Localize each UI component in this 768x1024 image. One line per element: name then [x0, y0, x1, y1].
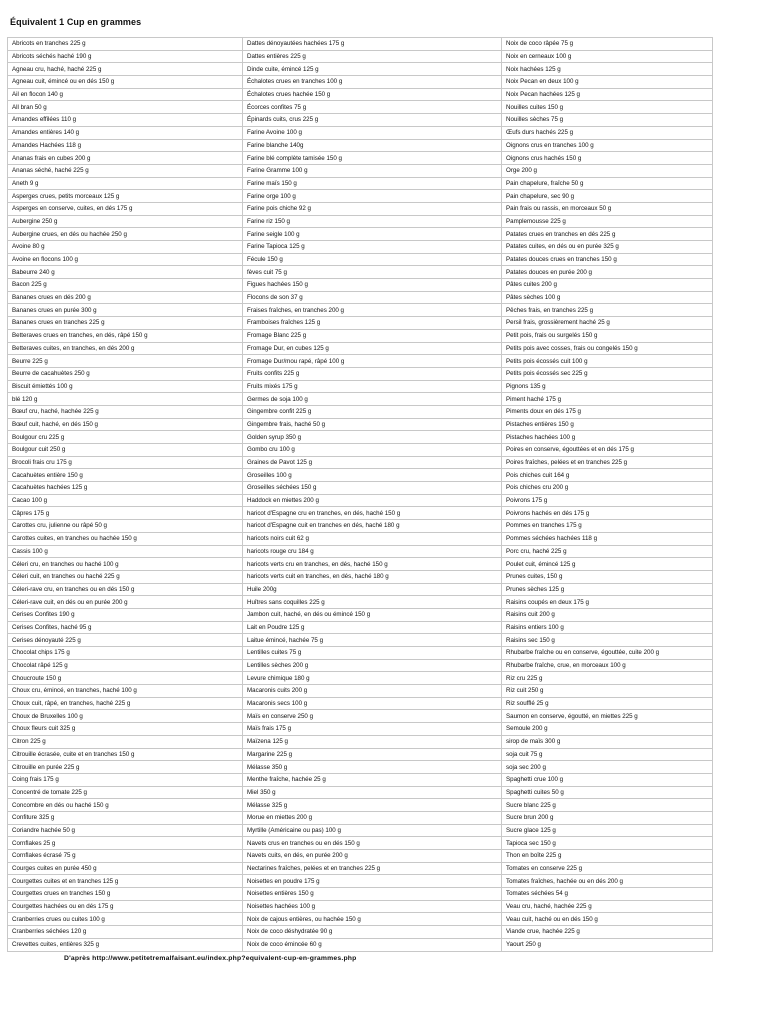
table-row [8, 291, 713, 304]
table-cell: All bran 50 g [8, 101, 243, 114]
table-cell: Cerises Confites, haché 95 g [8, 621, 243, 634]
table-cell: Poivrons 175 g [502, 494, 713, 507]
table-cell: Poivrons hachés en dés 175 g [502, 507, 713, 520]
table-cell: Bananes crues en purée 300 g [8, 304, 243, 317]
table-cell: Agneau cuit, émincé ou en dés 150 g [8, 76, 243, 89]
table-cell: sirop de maïs 300 g [502, 735, 713, 748]
table-cell: Pêches frais, en tranches 225 g [502, 304, 713, 317]
table-cell: Levure chimique 180 g [243, 672, 502, 685]
table-row [8, 317, 713, 330]
table-row [8, 507, 713, 520]
table-cell: Chocolat râpé 125 g [8, 659, 243, 672]
table-cell: Oignons crus en tranches 100 g [502, 139, 713, 152]
table-cell: Crevettes cuites, entières 325 g [8, 938, 243, 951]
table-row [8, 888, 713, 901]
table-row [8, 596, 713, 609]
table-cell: Noix de cajous entières, ou hachée 150 g [243, 913, 502, 926]
table-cell: Thon en boîte 225 g [502, 850, 713, 863]
table-row [8, 367, 713, 380]
table-row [8, 761, 713, 774]
table-cell: Noix de coco déshydratée 90 g [243, 926, 502, 939]
table-cell: Écorces confites 75 g [243, 101, 502, 114]
table-cell: Carottes cuites, en tranches ou hachée 150 g [8, 532, 243, 545]
table-cell: haricots noirs cuit 62 g [243, 532, 502, 545]
table-cell: Épinards cuits, crus 225 g [243, 114, 502, 127]
table-cell: Confiture 325 g [8, 811, 243, 824]
table-cell: Rhubarbe fraîche, crue, en morceaux 100 g [502, 659, 713, 672]
table-cell: Lentilles cuites 75 g [243, 647, 502, 660]
table-row [8, 811, 713, 824]
table-cell: Câpres 175 g [8, 507, 243, 520]
table-row [8, 215, 713, 228]
table-cell: Navets cuits, en dés, en purée 200 g [243, 850, 502, 863]
table-cell: Mélasse 350 g [243, 761, 502, 774]
table-cell: Ananas frais en cubes 200 g [8, 152, 243, 165]
table-cell: Échalotes crues hachée 150 g [243, 88, 502, 101]
table-cell: Choucroute 150 g [8, 672, 243, 685]
table-cell: Patates cuites, en dés ou en purée 325 g [502, 241, 713, 254]
table-row [8, 38, 713, 51]
table-cell: Échalotes crues en tranches 100 g [243, 76, 502, 89]
table-row [8, 329, 713, 342]
table-row [8, 152, 713, 165]
table-cell: Margarine 225 g [243, 748, 502, 761]
table-cell: Noix de coco émincée 60 g [243, 938, 502, 951]
table-row [8, 685, 713, 698]
table-row [8, 900, 713, 913]
table-cell: Prunes sèches 125 g [502, 583, 713, 596]
table-cell: Bœuf cru, haché, hachée 225 g [8, 405, 243, 418]
table-row [8, 241, 713, 254]
table-cell: Aubergine 250 g [8, 215, 243, 228]
table-cell: Noix de coco râpée 75 g [502, 38, 713, 51]
table-cell: Patates crues en tranches en dés 225 g [502, 228, 713, 241]
table-cell: Spaghetti cuites 50 g [502, 786, 713, 799]
table-row [8, 418, 713, 431]
table-row [8, 380, 713, 393]
table-cell: Raisins entiers 100 g [502, 621, 713, 634]
table-cell: Piment haché 175 g [502, 393, 713, 406]
table-cell: Farine seigle 100 g [243, 228, 502, 241]
table-cell: Rhubarbe fraîche ou en conserve, égouttée, cuite 200 g [502, 647, 713, 660]
table-cell: Cranberries crues ou cuites 100 g [8, 913, 243, 926]
table-cell: Morue en miettes 200 g [243, 811, 502, 824]
table-row [8, 444, 713, 457]
table-cell: Avoine en flocons 100 g [8, 253, 243, 266]
table-cell: Flocons de son 37 g [243, 291, 502, 304]
table-row [8, 926, 713, 939]
table-row [8, 837, 713, 850]
page-title: Équivalent 1 Cup en grammes [10, 17, 142, 27]
table-cell: Noisettes hachées 100 g [243, 900, 502, 913]
table-cell: Noix Pecan hachées 125 g [502, 88, 713, 101]
table-cell: Noisettes en poudre 175 g [243, 875, 502, 888]
table-cell: Farine pois chiche 92 g [243, 202, 502, 215]
table-cell: Bœuf cuit, haché, en dés 150 g [8, 418, 243, 431]
table-cell: Amandes Hachées 118 g [8, 139, 243, 152]
table-cell: Maïs frais 175 g [243, 723, 502, 736]
table-row [8, 101, 713, 114]
table-cell: Fruits confits 225 g [243, 367, 502, 380]
table-cell: Dattes entières 225 g [243, 50, 502, 63]
table-row [8, 456, 713, 469]
table-row [8, 469, 713, 482]
table-cell: Sucre brun 200 g [502, 811, 713, 824]
table-cell: Viande crue, hachée 225 g [502, 926, 713, 939]
table-row [8, 608, 713, 621]
table-row [8, 570, 713, 583]
table-cell: Noisettes entières 150 g [243, 888, 502, 901]
table-row [8, 139, 713, 152]
table-row [8, 735, 713, 748]
table-cell: Bananes crues en dés 200 g [8, 291, 243, 304]
table-cell: Menthe fraîche, hachée 25 g [243, 773, 502, 786]
table-cell: Abricots séchés haché 190 g [8, 50, 243, 63]
table-cell: Saumon en conserve, égoutté, en miettes 225 g [502, 710, 713, 723]
table-cell: Cacahuètes entière 150 g [8, 469, 243, 482]
table-cell: Tomates fraîches, hachée ou en dés 200 g [502, 875, 713, 888]
table-cell: Choux fleurs cuit 325 g [8, 723, 243, 736]
table-cell: Riz cuit 250 g [502, 685, 713, 698]
table-cell: Mélasse 325 g [243, 799, 502, 812]
table-cell: Concentré de tomate 225 g [8, 786, 243, 799]
table-cell: Citrouille en purée 225 g [8, 761, 243, 774]
table-cell: Pain chapelure, fraîche 50 g [502, 177, 713, 190]
table-cell: Gombo cru 100 g [243, 444, 502, 457]
table-row [8, 824, 713, 837]
table-cell: Bacon 225 g [8, 279, 243, 292]
table-cell: Concombre en dés ou haché 150 g [8, 799, 243, 812]
table-cell: Framboises fraîches 125 g [243, 317, 502, 330]
table-row [8, 545, 713, 558]
table-row [8, 50, 713, 63]
table-cell: Macaronis secs 100 g [243, 697, 502, 710]
table-cell: Coing frais 175 g [8, 773, 243, 786]
table-cell: Carottes cru, julienne ou râpé 50 g [8, 520, 243, 533]
table-cell: Courgettes cuites et en tranches 125 g [8, 875, 243, 888]
table-cell: Boulgour cuit 250 g [8, 444, 243, 457]
table-cell: Pain frais ou rassis, en morceaux 50 g [502, 202, 713, 215]
table-cell: Cacao 100 g [8, 494, 243, 507]
table-row [8, 126, 713, 139]
table-cell: Céleri-rave cru, en tranches ou en dés 150 g [8, 583, 243, 596]
table-cell: Betteraves crues en tranches, en dés, râpé 150 g [8, 329, 243, 342]
table-cell: Groseilles séchées 150 g [243, 482, 502, 495]
table-cell: Pâtes cuites 200 g [502, 279, 713, 292]
table-row [8, 202, 713, 215]
table-row [8, 913, 713, 926]
table-cell: Raisins coupés en deux 175 g [502, 596, 713, 609]
table-row [8, 659, 713, 672]
table-row [8, 279, 713, 292]
table-cell: Groseilles 100 g [243, 469, 502, 482]
table-cell: Pistaches hachées 100 g [502, 431, 713, 444]
table-cell: Pamplemousse 225 g [502, 215, 713, 228]
table-cell: Poulet cuit, émincé 125 g [502, 558, 713, 571]
table-cell: Ail en flocon 140 g [8, 88, 243, 101]
table-cell: Fromage Blanc 225 g [243, 329, 502, 342]
table-cell: Gingembre frais, haché 50 g [243, 418, 502, 431]
table-cell: Tomates en conserve 225 g [502, 862, 713, 875]
table-cell: Noix Pecan en deux 100 g [502, 76, 713, 89]
table-cell: Poires fraîches, pelées et en tranches 225 g [502, 456, 713, 469]
table-row [8, 938, 713, 951]
table-cell: Citrouille écrasée, cuite et en tranches 150 g [8, 748, 243, 761]
table-row [8, 710, 713, 723]
table-cell: Raisins cuit 200 g [502, 608, 713, 621]
table-row [8, 672, 713, 685]
table-cell: Veau cuit, haché ou en dés 150 g [502, 913, 713, 926]
table-cell: Agneau cru, haché, haché 225 g [8, 63, 243, 76]
conversion-table [7, 37, 713, 952]
table-cell: Céleri cru, en tranches ou haché 100 g [8, 558, 243, 571]
table-cell: Fromage Dur, en cubes 125 g [243, 342, 502, 355]
table-cell: Choux de Bruxelles 100 g [8, 710, 243, 723]
table-cell: Patates douces crues en tranches 150 g [502, 253, 713, 266]
table-cell: haricots verts cru en tranches, en dés, haché 150 g [243, 558, 502, 571]
table-cell: Pain chapelure, sec 90 g [502, 190, 713, 203]
table-cell: Cacahuètes hachées 125 g [8, 482, 243, 495]
table-row [8, 114, 713, 127]
table-cell: Farine blé complète tamisée 150 g [243, 152, 502, 165]
table-cell: Céleri cuit, en tranches ou haché 225 g [8, 570, 243, 583]
table-row [8, 482, 713, 495]
table-row [8, 494, 713, 507]
table-cell: Orge 200 g [502, 164, 713, 177]
conversion-table-body [8, 38, 713, 952]
table-cell: Petits pois écossés sec 225 g [502, 367, 713, 380]
table-cell: Cranberries séchées 120 g [8, 926, 243, 939]
table-cell: Tomates séchées 54 g [502, 888, 713, 901]
table-row [8, 583, 713, 596]
table-cell: Farine maïs 150 g [243, 177, 502, 190]
table-row [8, 697, 713, 710]
table-cell: Pâtes sèches 100 g [502, 291, 713, 304]
table-cell: soja sec 200 g [502, 761, 713, 774]
table-row [8, 786, 713, 799]
table-cell: Huîtres sans coquilles 225 g [243, 596, 502, 609]
table-cell: haricots rouge cru 184 g [243, 545, 502, 558]
table-cell: Graines de Pavot 125 g [243, 456, 502, 469]
table-cell: Farine blanche 140g [243, 139, 502, 152]
table-cell: Chocolat chips 175 g [8, 647, 243, 660]
table-cell: Farine Avoine 100 g [243, 126, 502, 139]
table-cell: Fruits mixés 175 g [243, 380, 502, 393]
table-cell: Farine Gramme 100 g [243, 164, 502, 177]
table-cell: Pignons 135 g [502, 380, 713, 393]
table-row [8, 63, 713, 76]
table-cell: Jambon cuit, haché, en dés ou émincé 150 g [243, 608, 502, 621]
table-row [8, 405, 713, 418]
table-cell: Porc cru, haché 225 g [502, 545, 713, 558]
table-cell: Abricots en tranches 225 g [8, 38, 243, 51]
table-row [8, 355, 713, 368]
table-cell: Coriandre hachée 50 g [8, 824, 243, 837]
table-cell: Nouilles cuites 150 g [502, 101, 713, 114]
table-row [8, 266, 713, 279]
table-cell: Dattes dénoyautées hachées 175 g [243, 38, 502, 51]
table-cell: Nouilles sèches 75 g [502, 114, 713, 127]
table-row [8, 748, 713, 761]
table-cell: Riz cru 225 g [502, 672, 713, 685]
table-cell: Amandes entières 140 g [8, 126, 243, 139]
table-cell: Bananes crues en tranches 225 g [8, 317, 243, 330]
table-row [8, 190, 713, 203]
table-row [8, 431, 713, 444]
table-cell: Miel 350 g [243, 786, 502, 799]
table-row [8, 164, 713, 177]
table-cell: Farine riz 150 g [243, 215, 502, 228]
table-cell: Oignons crus hachés 150 g [502, 152, 713, 165]
table-cell: Petit pois, frais ou surgelés 150 g [502, 329, 713, 342]
table-cell: Betteraves cuites, en tranches, en dés 200 g [8, 342, 243, 355]
table-cell: Céleri-rave cuit, en dés ou en purée 200 g [8, 596, 243, 609]
table-row [8, 532, 713, 545]
table-cell: Tapioca sec 150 g [502, 837, 713, 850]
table-cell: Germes de soja 100 g [243, 393, 502, 406]
table-cell: Pois chiches cuit 164 g [502, 469, 713, 482]
table-cell: Aneth 9 g [8, 177, 243, 190]
table-cell: Prunes cuites, 150 g [502, 570, 713, 583]
table-cell: Asperges en conserve, cuites, en dés 175 g [8, 202, 243, 215]
table-cell: Amandes effilées 110 g [8, 114, 243, 127]
table-cell: Myrtille (Américaine ou pas) 100 g [243, 824, 502, 837]
table-cell: Cornflakes écrasé 75 g [8, 850, 243, 863]
table-cell: Farine orge 100 g [243, 190, 502, 203]
table-row [8, 76, 713, 89]
table-cell: Gingembre confit 225 g [243, 405, 502, 418]
table-cell: haricot d'Espagne cuit en tranches en dés, haché 180 g [243, 520, 502, 533]
table-row [8, 342, 713, 355]
table-cell: Cerises Confites 190 g [8, 608, 243, 621]
table-cell: Poires en conserve, égouttées et en dés 175 g [502, 444, 713, 457]
table-cell: Farine Tapioca 125 g [243, 241, 502, 254]
table-cell: Courgettes hachées ou en dés 175 g [8, 900, 243, 913]
table-cell: haricots verts cuit en tranches, en dés, haché 180 g [243, 570, 502, 583]
table-cell: Nectarines fraîches, pelées et en tranches 225 g [243, 862, 502, 875]
table-cell: Cerises dénoyauté 225 g [8, 634, 243, 647]
table-cell: Asperges crues, petits morceaux 125 g [8, 190, 243, 203]
table-row [8, 799, 713, 812]
table-cell: Laitue émincé, hachée 75 g [243, 634, 502, 647]
table-cell: Fécule 150 g [243, 253, 502, 266]
table-row [8, 304, 713, 317]
table-cell: Petits pois avec cosses, frais ou congelés 150 g [502, 342, 713, 355]
table-row [8, 862, 713, 875]
table-cell: Riz soufflé 25 g [502, 697, 713, 710]
table-cell: fèves cuit 75 g [243, 266, 502, 279]
table-row [8, 723, 713, 736]
table-cell: soja cuit 75 g [502, 748, 713, 761]
table-cell: Raisins sec 150 g [502, 634, 713, 647]
table-cell: Noix en cerneaux 100 g [502, 50, 713, 63]
table-row [8, 773, 713, 786]
table-cell: Persil frais, grossièrement haché 25 g [502, 317, 713, 330]
table-cell: Pommes séchées hachées 118 g [502, 532, 713, 545]
table-row [8, 621, 713, 634]
table-cell: Citron 225 g [8, 735, 243, 748]
table-cell: Piments doux en dés 175 g [502, 405, 713, 418]
table-cell: Sucre glace 125 g [502, 824, 713, 837]
table-cell: Maïzena 125 g [243, 735, 502, 748]
table-cell: Navets crus en tranches ou en dés 150 g [243, 837, 502, 850]
table-cell: Aubergine crues, en dés ou hachée 250 g [8, 228, 243, 241]
table-cell: Cornflakes 25 g [8, 837, 243, 850]
table-cell: Petits pois écossés cuit 100 g [502, 355, 713, 368]
table-cell: Spaghetti crue 100 g [502, 773, 713, 786]
table-cell: Courgettes crues en tranches 150 g [8, 888, 243, 901]
table-row [8, 393, 713, 406]
table-cell: Maïs en conserve 250 g [243, 710, 502, 723]
table-cell: Babeurre 240 g [8, 266, 243, 279]
table-cell: Huile 200g [243, 583, 502, 596]
table-row [8, 875, 713, 888]
table-cell: Yaourt 250 g [502, 938, 713, 951]
table-cell: Biscuit émiettés 100 g [8, 380, 243, 393]
table-row [8, 647, 713, 660]
table-cell: Figues hachées 150 g [243, 279, 502, 292]
table-cell: Veau cru, haché, hachée 225 g [502, 900, 713, 913]
table-cell: Choux cru, émincé, en tranches, haché 100 g [8, 685, 243, 698]
conversion-table-container [7, 37, 712, 952]
table-cell: Avoine 80 g [8, 241, 243, 254]
table-cell: Pistaches entières 150 g [502, 418, 713, 431]
table-row [8, 253, 713, 266]
table-cell: Œufs durs hachés 225 g [502, 126, 713, 139]
table-cell: Haddock en miettes 200 g [243, 494, 502, 507]
table-cell: Lentilles sèches 200 g [243, 659, 502, 672]
table-cell: Cassis 100 g [8, 545, 243, 558]
table-cell: Beurre de cacahuètes 250 g [8, 367, 243, 380]
table-row [8, 634, 713, 647]
source-citation: D'après http://www.petitetremalfaisant.eu/index.php?equivalent-cup-en-grammes.php [64, 955, 357, 962]
table-row [8, 558, 713, 571]
table-cell: blé 120 g [8, 393, 243, 406]
table-cell: Pommes en tranches 175 g [502, 520, 713, 533]
table-row [8, 520, 713, 533]
table-row [8, 228, 713, 241]
table-cell: Pois chiches cru 200 g [502, 482, 713, 495]
table-cell: Patates douces en purée 200 g [502, 266, 713, 279]
table-cell: haricot d'Espagne cru en tranches, en dés, haché 150 g [243, 507, 502, 520]
table-row [8, 850, 713, 863]
table-row [8, 88, 713, 101]
table-cell: Sucre blanc 225 g [502, 799, 713, 812]
table-cell: Courges cuites en purée 450 g [8, 862, 243, 875]
table-row [8, 177, 713, 190]
table-cell: Semoule 200 g [502, 723, 713, 736]
table-cell: Beurre 225 g [8, 355, 243, 368]
table-cell: Fraises fraîches, en tranches 200 g [243, 304, 502, 317]
table-cell: Macaronis cuits 200 g [243, 685, 502, 698]
table-cell: Choux cuit, râpé, en tranches, haché 225 g [8, 697, 243, 710]
table-cell: Ananas séché, haché 225 g [8, 164, 243, 177]
table-cell: Brocoli frais cru 175 g [8, 456, 243, 469]
table-cell: Dinde cuite, émincé 125 g [243, 63, 502, 76]
table-cell: Lait en Poudre 125 g [243, 621, 502, 634]
table-cell: Boulgour cru 225 g [8, 431, 243, 444]
table-cell: Golden syrup 350 g [243, 431, 502, 444]
table-cell: Fromage Dur/mou rapé, râpé 100 g [243, 355, 502, 368]
table-cell: Noix hachées 125 g [502, 63, 713, 76]
